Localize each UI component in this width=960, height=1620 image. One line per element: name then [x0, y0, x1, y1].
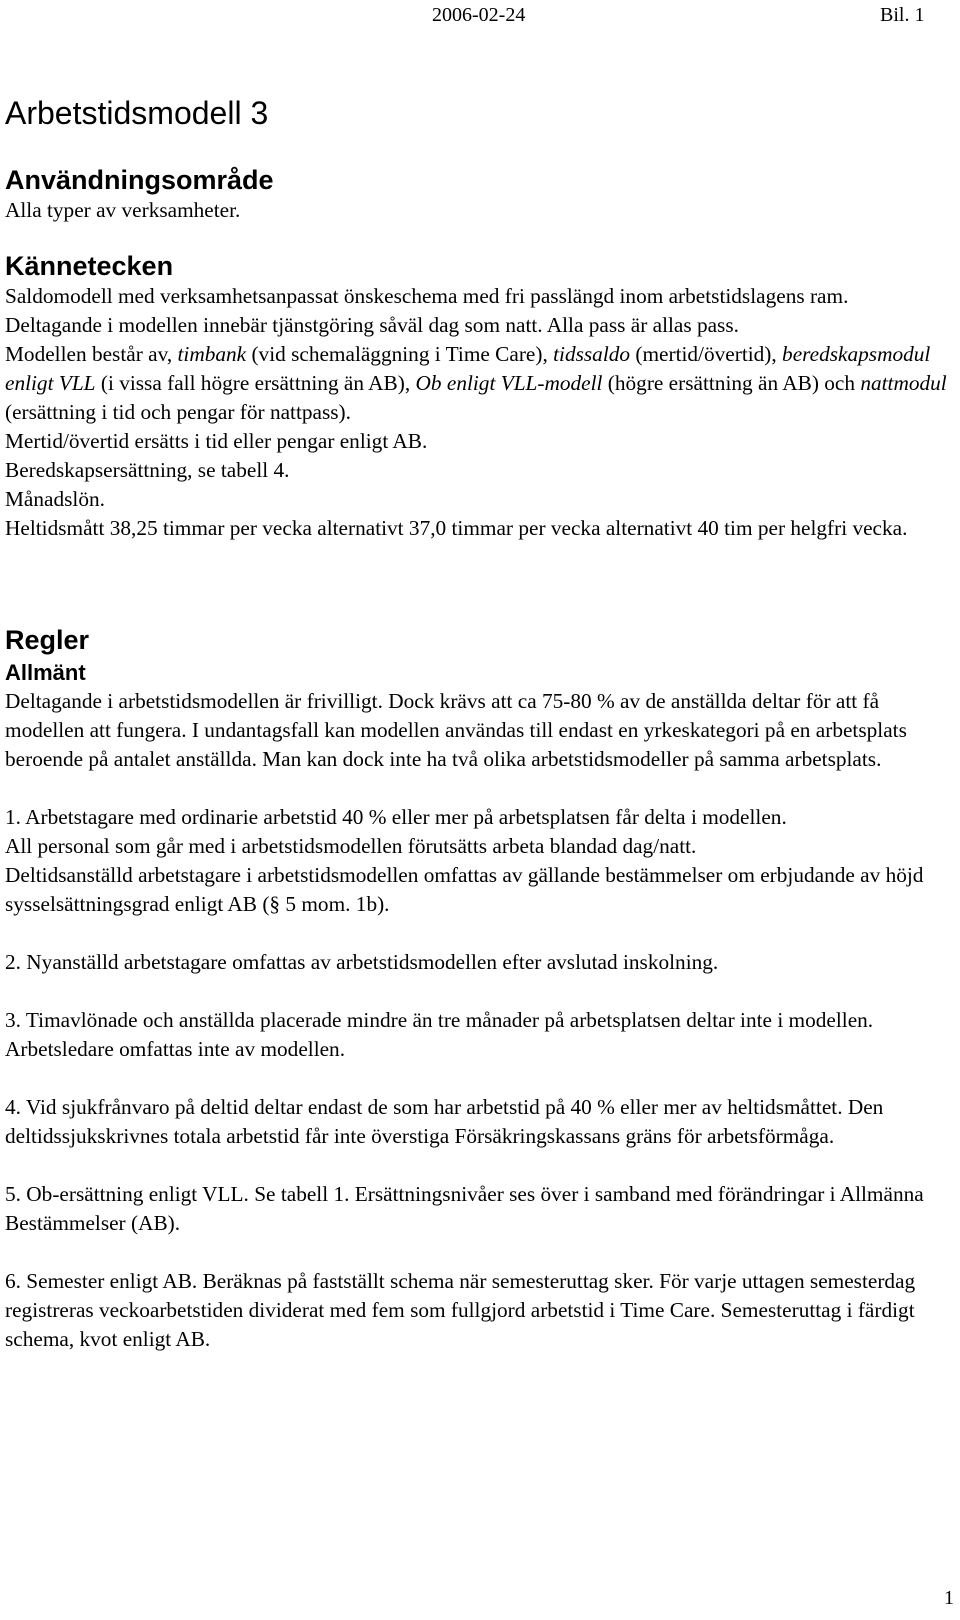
page-number: 1 [944, 1587, 954, 1609]
rule-6: 6. Semester enligt AB. Beräknas på fastställt schema när semesteruttag sker. För varje uttagen semesterdag registreras veckoarbetstiden dividerat med fem som fullgjord arbetstid i Time Care. Semesteruttag i färdigt schema, kvot enligt AB. [5, 1269, 916, 1351]
features-line-7: Heltidsmått 38,25 timmar per vecka alternativt 37,0 timmar per vecka alternativt 40 tim per helgfri vecka. [5, 516, 908, 540]
rule-3a: 3. Timavlönade och anställda placerade mindre än tre månader på arbetsplatsen deltar inte i modellen. [5, 1008, 874, 1032]
term-nattmodul: nattmodul [860, 371, 947, 395]
beredskapsmodul-desc: (i vissa fall högre ersättning än AB), [95, 371, 416, 395]
features-line-6: Månadslön. [5, 487, 105, 511]
header-date: 2006-02-24 [432, 4, 526, 26]
rule-2: 2. Nyanställd arbetstagare omfattas av arbetstidsmodellen efter avslutad inskolning. [5, 950, 719, 974]
section-heading-scope: Användningsområde [5, 165, 274, 195]
scope-text: Alla typer av verksamheter. [5, 198, 241, 222]
features-line-2: Deltagande i modellen innebär tjänstgöring såväl dag som natt. Alla pass är allas pass. [5, 313, 739, 337]
features-line-1: Saldomodell med verksamhetsanpassat önskeschema med fri passlängd inom arbetstidslagens ram. [5, 284, 849, 308]
rule-3b: Arbetsledare omfattas inte av modellen. [5, 1037, 346, 1061]
timbank-desc: (vid schemaläggning i Time Care), [246, 342, 554, 366]
document-body [5, 93, 955, 1354]
features-line-4: Mertid/övertid ersätts i tid eller pengar enligt AB. [5, 429, 428, 453]
model-intro: Modellen består av, [5, 342, 178, 366]
term-tidssaldo: tidssaldo [553, 342, 631, 366]
section-heading-features: Kännetecken [5, 251, 174, 281]
tidssaldo-desc: (mertid/övertid), [630, 342, 783, 366]
rule-4: 4. Vid sjukfrånvaro på deltid deltar endast de som har arbetstid på 40 % eller mer av heltidsmåttet. Den deltidssjukskrivnes totala arbetstid får inte överstiga Försäkringskassans gräns för arbetsförmåga. [5, 1095, 884, 1148]
attachment-label: Bil. 1 [880, 4, 925, 26]
subheading-general: Allmänt [5, 660, 86, 685]
document-title: Arbetstidsmodell 3 [5, 95, 269, 131]
general-text: Deltagande i arbetstidsmodellen är frivilligt. Dock krävs att ca 75-80 % av de anställda deltar för att få modellen att fungera. I undantagsfall kan modellen användas till endast en yrkeskategori på en arbetsplats beroende på antalet anställda. Man kan dock inte ha två olika arbetstidsmodeller på samma arbetsplats. [5, 689, 907, 771]
rule-1c: Deltidsanställd arbetstagare i arbetstidsmodellen omfattas av gällande bestämmelser om erbjudande av höjd sysselsättningsgrad enligt AB (§ 5 mom. 1b). [5, 863, 924, 916]
features-model-paragraph [5, 340, 955, 427]
nattmodul-desc: (ersättning i tid och pengar för nattpass). [5, 400, 351, 424]
section-heading-rules: Regler [5, 625, 90, 655]
rule-1b: All personal som går med i arbetstidsmodellen förutsätts arbeta blandad dag/natt. [5, 834, 697, 858]
term-beredskapsmodul: beredskapsmodul enligt VLL [5, 342, 931, 395]
features-line-5: Beredskapsersättning, se tabell 4. [5, 458, 290, 482]
rule-5: 5. Ob-ersättning enligt VLL. Se tabell 1. Ersättningsnivåer ses över i samband med förändringar i Allmänna Bestämmelser (AB). [5, 1182, 924, 1235]
rule-1a: 1. Arbetstagare med ordinarie arbetstid 40 % eller mer på arbetsplatsen får delta i modellen. [5, 805, 787, 829]
ob-desc: (högre ersättning än AB) och [602, 371, 861, 395]
term-ob: Ob enligt VLL-modell [415, 371, 603, 395]
term-timbank: timbank [177, 342, 247, 366]
